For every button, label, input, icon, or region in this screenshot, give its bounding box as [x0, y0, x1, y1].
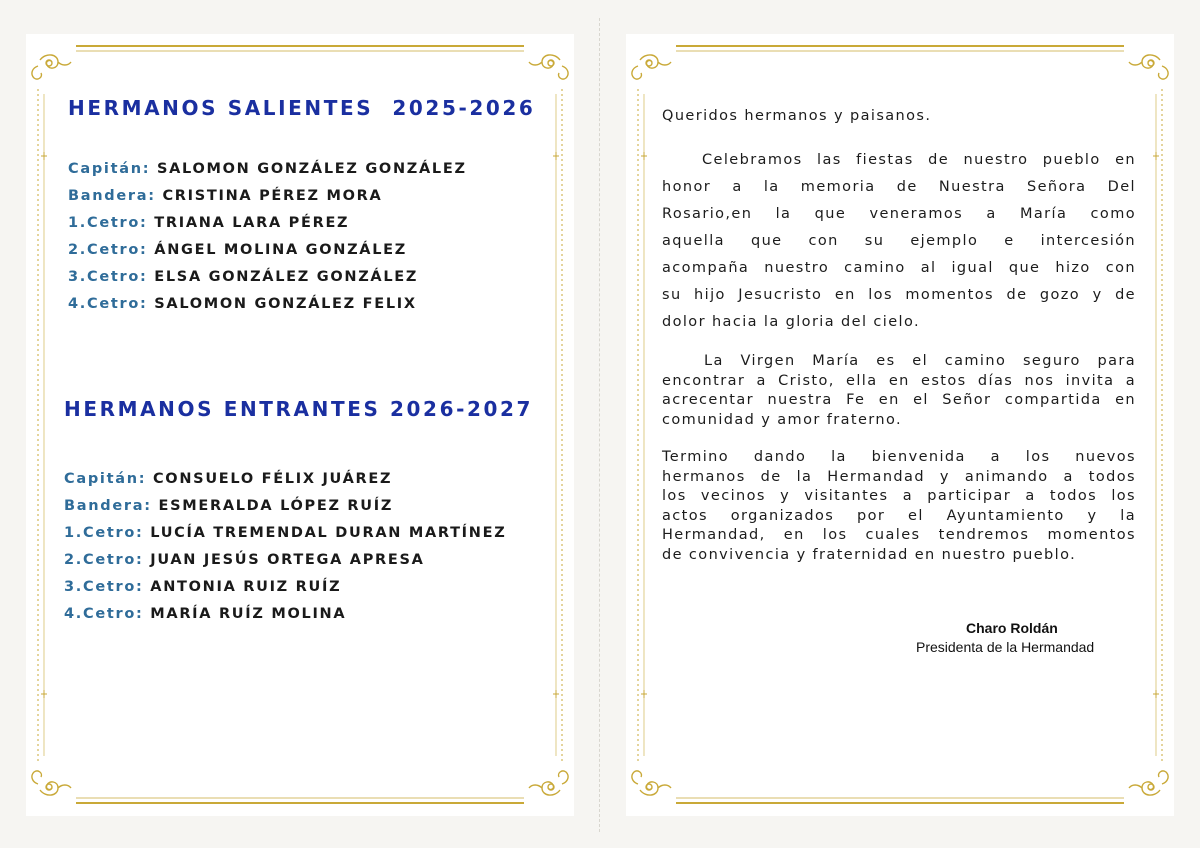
member-row — [64, 520, 506, 547]
member-role: 1.Cetro: — [64, 525, 144, 541]
member-role: Bandera: — [68, 188, 156, 204]
member-row — [64, 466, 506, 493]
letter-line: los vecinos y visitantes a participar a todos los — [662, 488, 1136, 504]
corner-flourish-icon — [632, 771, 671, 795]
right-page — [626, 34, 1174, 816]
member-row — [68, 237, 467, 264]
page-fold-line — [599, 18, 600, 832]
member-row — [64, 493, 506, 520]
signature-name: Charo Roldán — [966, 620, 1058, 636]
outgoing-heading: HERMANOS SALIENTES 2025-2026 — [68, 96, 536, 120]
corner-flourish-icon — [1129, 55, 1168, 79]
member-name: LUCÍA TREMENDAL DURAN MARTÍNEZ — [150, 525, 507, 541]
signature-position: Presidenta de la Hermandad — [916, 639, 1095, 655]
member-row — [64, 547, 506, 574]
ornamental-frame — [26, 34, 574, 816]
letter-paragraph-2 — [662, 352, 1136, 430]
letter-line: Hermandad, en los cuales tendremos momentos — [662, 527, 1136, 543]
member-row — [68, 291, 467, 318]
member-row — [68, 183, 467, 210]
left-page — [26, 34, 574, 816]
corner-flourish-icon — [529, 771, 568, 795]
member-role: 4.Cetro: — [68, 296, 148, 312]
member-name: SALOMON GONZÁLEZ FELIX — [154, 296, 417, 312]
letter-line: honor a la memoria de Nuestra Señora Del — [662, 179, 1136, 195]
corner-flourish-icon — [32, 771, 71, 795]
member-role: Bandera: — [64, 498, 152, 514]
member-role: Capitán: — [68, 161, 151, 177]
letter-line: hermanos de la Hermandad y animando a todos — [662, 468, 1136, 485]
letter-line: Termino dando la bienvenida a los nuevos — [662, 449, 1136, 465]
outgoing-members-list — [68, 156, 467, 318]
incoming-members-list — [64, 466, 506, 628]
member-name: JUAN JESÚS ORTEGA APRESA — [150, 552, 425, 568]
letter-line: Rosario,en la que veneramos a María como — [662, 206, 1136, 222]
letter-paragraph-3 — [662, 448, 1136, 565]
letter-line: La Virgen María es el camino seguro para — [704, 353, 1136, 369]
letter-line: acrecentar nuestra Fe en el Señor compartida en — [662, 392, 1136, 408]
letter-line: acompaña nuestro camino al igual que hizo con — [662, 260, 1136, 276]
member-row — [68, 156, 467, 183]
letter-line: aquella que con su ejemplo e intercesión — [662, 233, 1136, 249]
member-role: 3.Cetro: — [64, 579, 144, 595]
member-row — [68, 264, 467, 291]
member-name: CONSUELO FÉLIX JUÁREZ — [152, 471, 393, 487]
member-role: Capitán: — [64, 471, 147, 487]
letter-paragraph-1 — [662, 147, 1136, 336]
member-name: ELSA GONZÁLEZ GONZÁLEZ — [154, 269, 419, 285]
letter-line: de convivencia y fraternidad en nuestro pueblo. — [662, 546, 1077, 563]
member-name: ÁNGEL MOLINA GONZÁLEZ — [154, 242, 407, 258]
letter-line: encontrar a Cristo, ella en estos días nos invita a — [662, 372, 1136, 389]
member-row — [64, 574, 506, 601]
letter-greeting: Queridos hermanos y paisanos. — [662, 108, 932, 124]
member-name: SALOMON GONZÁLEZ GONZÁLEZ — [156, 161, 467, 177]
letter-line: su hijo Jesucristo en los momentos de gozo y de — [662, 287, 1136, 303]
member-role: 3.Cetro: — [68, 269, 148, 285]
member-name: MARÍA RUÍZ MOLINA — [150, 606, 347, 622]
incoming-heading: HERMANOS ENTRANTES 2026-2027 — [64, 397, 534, 421]
letter-line: Celebramos las fiestas de nuestro pueblo en — [702, 152, 1136, 168]
member-name: CRISTINA PÉREZ MORA — [162, 188, 383, 204]
corner-flourish-icon — [1129, 771, 1168, 795]
corner-flourish-icon — [32, 55, 71, 79]
member-row — [64, 601, 506, 628]
member-role: 2.Cetro: — [68, 242, 148, 258]
letter-line: actos organizados por el Ayuntamiento y la — [662, 507, 1136, 524]
corner-flourish-icon — [632, 55, 671, 79]
letter-line: dolor hacia la gloria del cielo. — [662, 314, 920, 330]
member-name: TRIANA LARA PÉREZ — [154, 215, 350, 231]
corner-flourish-icon — [529, 55, 568, 79]
letter-line: comunidad y amor fraterno. — [662, 411, 903, 428]
member-role: 2.Cetro: — [64, 552, 144, 568]
member-name: ANTONIA RUIZ RUÍZ — [150, 579, 342, 595]
member-row — [68, 210, 467, 237]
member-role: 4.Cetro: — [64, 606, 144, 622]
member-role: 1.Cetro: — [68, 215, 148, 231]
member-name: ESMERALDA LÓPEZ RUÍZ — [158, 498, 394, 514]
